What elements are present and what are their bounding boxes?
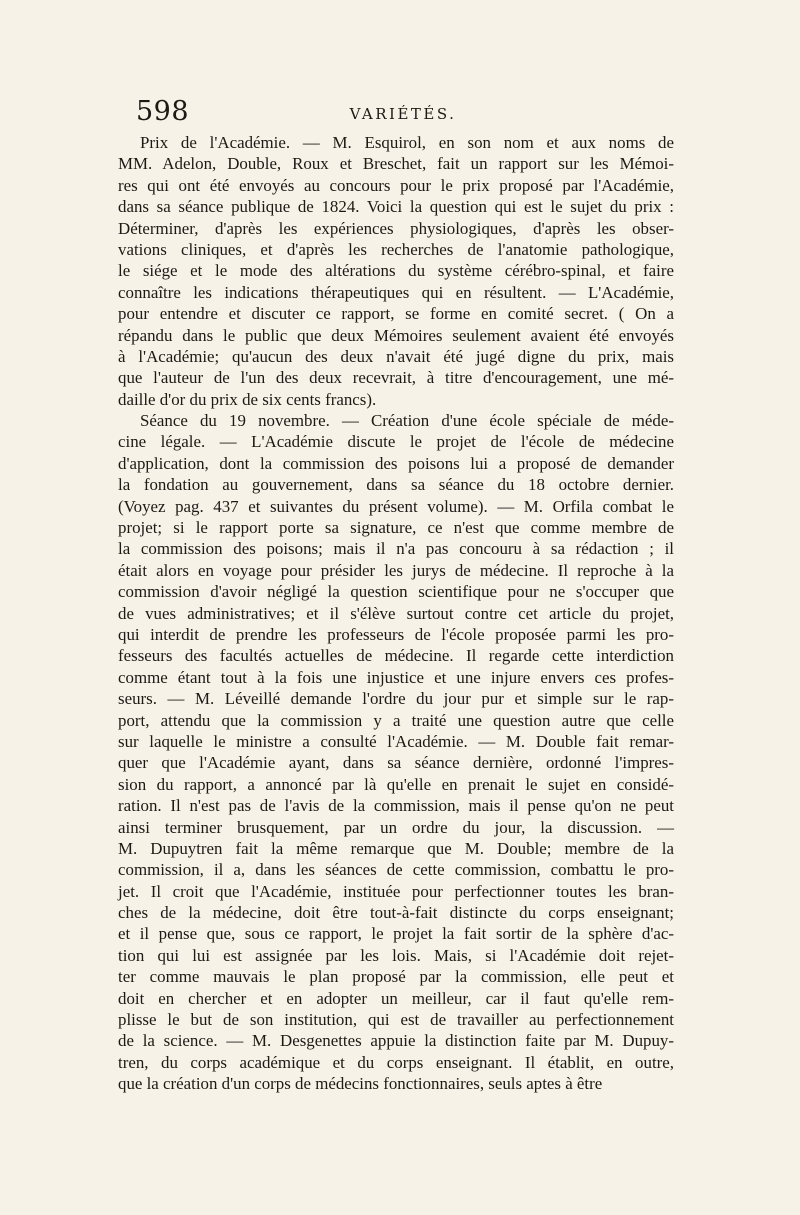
text-line: commission, il a, dans les séances de cette commission, combattu le pro- (118, 860, 674, 880)
text-line: sion du rapport, a annoncé par là qu'elle en prenait le sujet en considé- (118, 774, 674, 794)
text-line: quer que l'Académie ayant, dans sa séance dernière, ordonné l'impres- (118, 753, 674, 773)
text-line: Déterminer, d'après les expériences physiologiques, d'après les obser- (118, 218, 674, 238)
text-line: (Voyez pag. 437 et suivantes du présent volume). — M. Orfila combat le (118, 496, 674, 516)
page-header (136, 96, 670, 126)
text-line: MM. Adelon, Double, Roux et Breschet, fait un rapport sur les Mémoi- (118, 154, 674, 174)
text-line: doit en chercher et en adopter un meilleur, car il faut qu'elle rem- (118, 988, 674, 1008)
text-line: port, attendu que la commission y a traité une question autre que celle (118, 710, 674, 730)
text-line: répandu dans le public que deux Mémoires seulement avaient été envoyés (118, 325, 674, 345)
page-number: 598 (136, 96, 190, 127)
text-line: vations cliniques, et d'après les recherches de l'anatomie pathologique, (118, 239, 674, 259)
body-text (118, 132, 674, 1095)
text-line: sur laquelle le ministre a consulté l'Académie. — M. Double fait remar- (118, 731, 674, 751)
text-line: comme étant tout à la fois une injustice et une injure envers ces profes- (118, 667, 674, 687)
text-line: commission d'avoir négligé la question scientifique pour ne s'occuper que (118, 582, 674, 602)
text-line: et il pense que, sous ce rapport, le projet la fait sortir de la sphère d'ac- (118, 924, 674, 944)
text-line: res qui ont été envoyés au concours pour le prix proposé par l'Académie, (118, 175, 674, 195)
text-line: Séance du 19 novembre. — Création d'une école spéciale de méde- (140, 411, 674, 431)
text-line: le siége et le mode des altérations du système cérébro-spinal, et faire (118, 261, 674, 281)
text-line: de vues administratives; et il s'élève surtout contre cet article du projet, (118, 603, 674, 623)
text-line: tion qui lui est assignée par les lois. Mais, si l'Académie doit rejet- (118, 945, 674, 965)
text-line: ainsi terminer brusquement, par un ordre du jour, la discussion. — (118, 817, 674, 837)
text-line: ter comme mauvais le plan proposé par la commission, elle peut et (118, 967, 674, 987)
text-line: fesseurs des facultés actuelles de médecine. Il regarde cette interdiction (118, 646, 674, 666)
text-line: projet; si le rapport porte sa signature, ce n'est que comme membre de (118, 518, 674, 538)
text-line: ration. Il n'est pas de l'avis de la commission, mais il pense qu'on ne peut (118, 796, 674, 816)
text-line: d'application, dont la commission des poisons lui a proposé de demander (118, 453, 674, 473)
text-line: qui interdit de prendre les professeurs de l'école proposée parmi les pro- (118, 624, 674, 644)
text-line: jet. Il croit que l'Académie, instituée pour perfectionner toutes les bran- (118, 881, 674, 901)
text-line: seurs. — M. Léveillé demande l'ordre du jour pur et simple sur le rap- (118, 689, 674, 709)
text-line: que la création d'un corps de médecins fonctionnaires, seuls aptes à être (118, 1074, 603, 1094)
text-line: de la science. — M. Desgenettes appuie la distinction faite par M. Dupuy- (118, 1031, 674, 1051)
text-line: la commission des poisons; mais il n'a pas concouru à sa rédaction ; il (118, 539, 674, 559)
text-line: la fondation au gouvernement, dans sa séance du 18 octobre dernier. (118, 475, 674, 495)
text-line: M. Dupuytren fait la même remarque que M. Double; membre de la (118, 838, 674, 858)
text-line: daille d'or du prix de six cents francs). (118, 389, 377, 409)
text-line: connaître les indications thérapeutiques qui en résultent. — L'Académie, (118, 282, 674, 302)
text-line: que l'auteur de l'un des deux recevrait, à titre d'encouragement, une mé- (118, 368, 674, 388)
text-line: à l'Académie; qu'aucun des deux n'avait été jugé digne du prix, mais (118, 346, 674, 366)
text-line: pour entendre et discuter ce rapport, se forme en comité secret. ( On a (118, 304, 674, 324)
text-line: cine légale. — L'Académie discute le projet de l'école de médecine (118, 432, 674, 452)
text-line: plisse le but de son institution, qui est de travailler au perfectionnement (118, 1010, 674, 1030)
running-head: VARIÉTÉS. (349, 105, 457, 123)
text-line: Prix de l'Académie. — M. Esquirol, en son nom et aux noms de (140, 133, 674, 152)
text-line: dans sa séance publique de 1824. Voici la question qui est le sujet du prix : (118, 197, 674, 217)
text-line: ches de la médecine, doit être tout-à-fait distincte du corps enseignant; (118, 903, 674, 923)
text-line: tren, du corps académique et du corps enseignant. Il établit, en outre, (118, 1052, 674, 1072)
text-line: était alors en voyage pour présider les jurys de médecine. Il reproche à la (118, 560, 674, 580)
